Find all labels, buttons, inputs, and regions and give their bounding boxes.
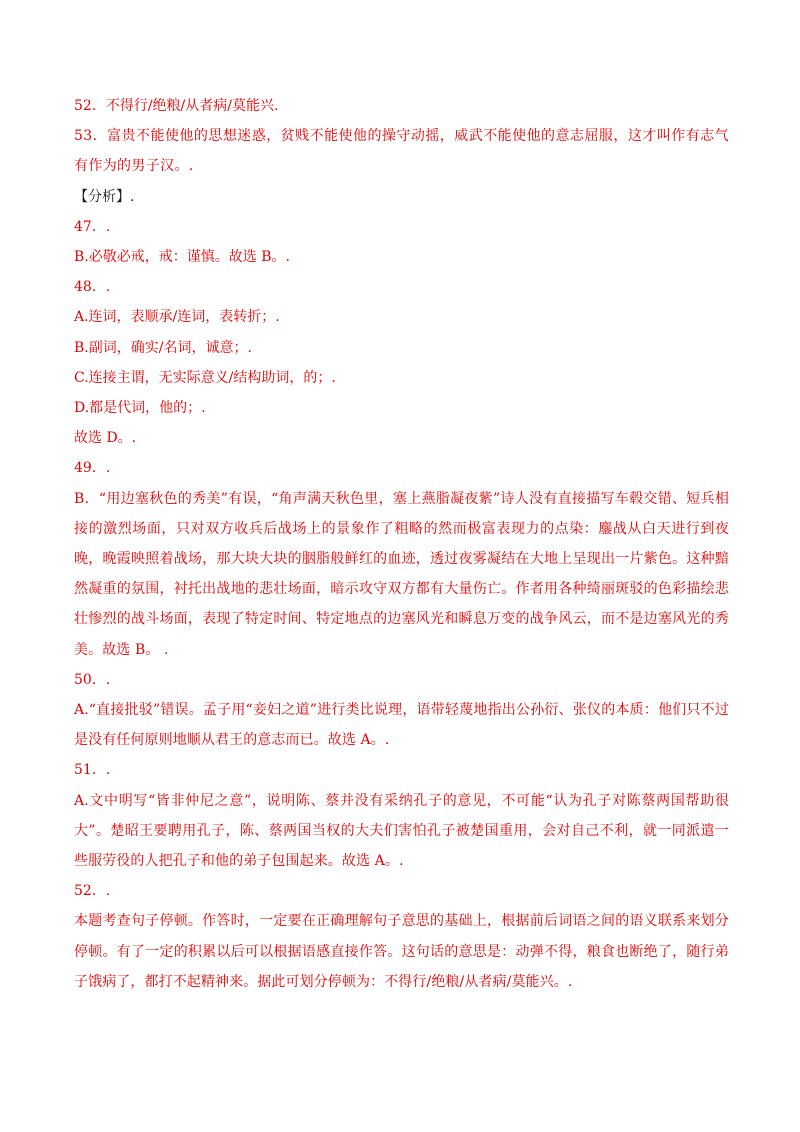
question-51-analysis: A.文中明写“皆非仲尼之意”，说明陈、蔡并没有采纳孔子的意见，不可能“认为孔子对陈蔡两国帮助很大”。楚昭王要聘用孔子，陈、蔡两国当权的大夫们害怕孔子被楚国重用，会对自己不利，就一同派遣一些服劳役的人把孔子和他的弟子包围起来。故选 A。. [74, 792, 729, 870]
question-50-analysis: A.“直接批驳”错误。孟子用“妾妇之道”进行类比说理，语带轻蔑地指出公孙衍、张仪的本质：他们只不过是没有任何原则地顺从君王的意志而已。故选 A。. [74, 702, 729, 749]
question-48-number: 48．. [74, 279, 111, 296]
answer-52-line: 52．不得行/绝粮/从者病/莫能兴. [74, 98, 279, 114]
question-48-answer: 故选 D。. [74, 430, 137, 447]
question-47-number: 47．. [74, 218, 111, 235]
question-49-analysis: B．“用边塞秋色的秀美”有误，“角声满天秋色里，塞上燕脂凝夜紫”诗人没有直接描写车毂交错、短兵相接的激烈场面，只对双方收兵后战场上的景象作了粗略的然而极富表现力的点染：鏖战从白天进行到夜晚，晚霞映照着战场，那大块大块的胭脂般鲜红的血迹，透过夜雾凝结在大地上呈现出一片紫色。这种黯然凝重的氛围，衬托出战地的悲壮场面，暗示攻守双方都有大量伤亡。作者用各种绮丽斑驳的色彩描绘悲壮惨烈的战斗场面，表现了特定时间、特定地点的边塞风光和瞬息万变的战争风云，而不是边塞风光的秀美。故选 B。 . [74, 490, 729, 658]
question-50-number: 50．. [74, 671, 111, 688]
question-49-number: 49．. [74, 460, 111, 477]
question-48-option-a: A.连词，表顺承/连词，表转折；. [74, 309, 280, 326]
question-47-analysis: B.必敬必戒，戒：谨慎。故选 B。. [74, 249, 290, 266]
answer-53-paragraph: 53．富贵不能使他的思想迷惑，贫贱不能使他的操守动摇，威武不能使他的意志屈服，这才叫作有志气有作为的男子汉。. [74, 128, 729, 175]
question-52-analysis: 本题考查句子停顿。作答时，一定要在正确理解句子意思的基础上，根据前后词语之间的语义联系来划分停顿。有了一定的积累以后可以根据语感直接作答。这句话的意思是：动弹不得，粮食也断绝了，随行弟子饿病了，都打不起精神来。据此可划分停顿为：不得行/绝粮/从者病/莫能兴。. [74, 913, 729, 990]
question-48-option-d: D.都是代词，他的；. [74, 400, 206, 417]
analysis-heading: 【分析】. [74, 188, 135, 205]
document-page [74, 91, 729, 997]
question-48-option-c: C.连接主谓，无实际意义/结构助词，的；. [74, 369, 336, 386]
question-48-option-b: B.副词，确实/名词，诚意；. [74, 339, 252, 356]
question-52-number: 52．. [74, 883, 111, 900]
question-51-number: 51．. [74, 762, 111, 779]
